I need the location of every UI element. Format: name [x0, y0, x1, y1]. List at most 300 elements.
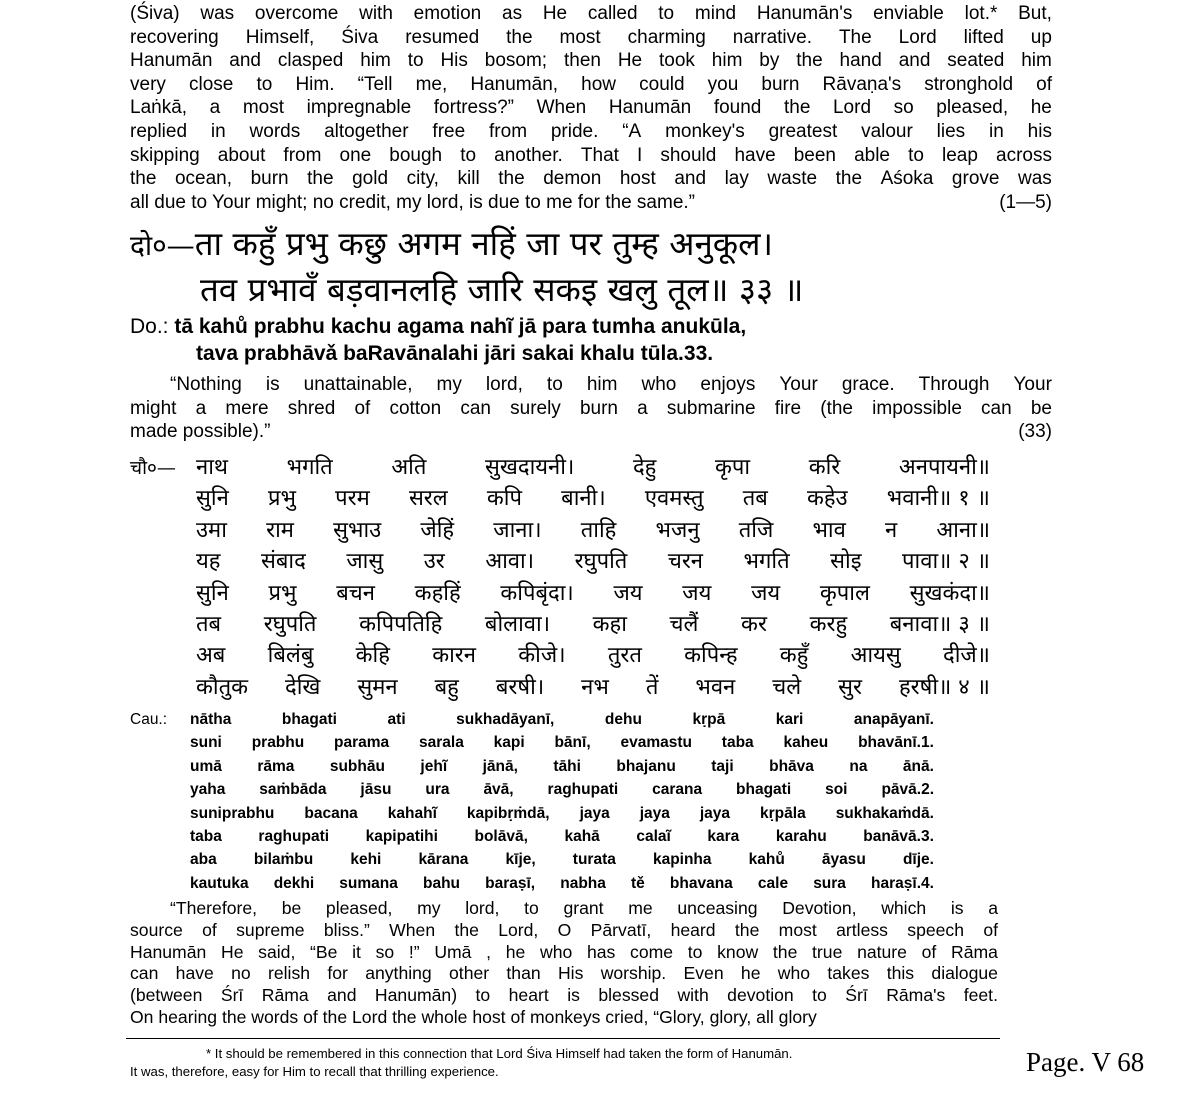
word: grove — [951, 168, 1000, 190]
word: (Śiva) — [130, 3, 180, 24]
verse-words — [190, 778, 934, 801]
verse-word: चले — [772, 674, 802, 700]
word: unattainable, — [303, 374, 413, 395]
word: the — [307, 168, 334, 190]
word: true — [812, 941, 843, 962]
word: His — [557, 963, 584, 984]
word: Hanumān — [608, 97, 692, 119]
word: the — [734, 919, 760, 940]
verse-line — [130, 609, 990, 640]
verse-word: आना॥ — [936, 517, 990, 543]
verse-word: soi — [825, 781, 848, 799]
verse-word: jānā, — [482, 757, 518, 775]
word: who — [777, 963, 811, 984]
text-line — [130, 985, 998, 1007]
verse-words — [196, 578, 990, 609]
word: mere — [225, 397, 269, 419]
verse-word: न — [885, 517, 898, 543]
text-line — [130, 2, 1052, 26]
verse-words — [196, 483, 990, 514]
verse-word: pāvā.2. — [881, 781, 934, 799]
word: about — [217, 144, 266, 166]
verse-word: जाना। — [493, 517, 542, 543]
word: him — [360, 50, 391, 72]
verse-word: जासु — [346, 549, 384, 575]
verse-words — [196, 609, 990, 640]
word: Laṅkā, — [130, 97, 188, 119]
word: have — [734, 144, 776, 166]
word: The — [838, 26, 872, 48]
verse-label-spacer — [130, 848, 190, 871]
word: close — [189, 73, 234, 95]
verse-word: raghupati — [547, 781, 619, 799]
word: devotion — [727, 985, 794, 1006]
verse-word: आयसु — [850, 643, 901, 669]
footnote — [130, 1045, 1000, 1080]
verse-word: anapāyanī. — [853, 711, 934, 728]
word: Hanumān's — [756, 3, 853, 24]
verse-word: सुखकंदा॥ — [909, 580, 990, 606]
verse-word: banāvā.3. — [863, 827, 934, 845]
verse-word: प्रभु — [267, 486, 296, 512]
word: by — [759, 50, 780, 72]
text-line — [130, 898, 998, 920]
word: replied — [130, 120, 188, 142]
translation-paragraph — [130, 898, 998, 1029]
word: then — [563, 50, 601, 72]
verse-word: sukhakaṁdā. — [835, 804, 934, 822]
word: bough — [389, 144, 443, 166]
verse-word: कपिन्ह — [684, 643, 738, 669]
text-line — [130, 167, 1052, 191]
word: Pārvatī, — [590, 919, 652, 940]
doha-dev-text-1: ता कहुँ प्रभु कछु अगम नहिं जा पर तुम्ह अनुकूल। — [194, 224, 774, 263]
word: is — [950, 898, 964, 918]
verse-word: evamastu — [620, 734, 692, 752]
word: Even — [683, 963, 724, 984]
word: takes — [827, 963, 870, 984]
verse-word: कृपाल — [819, 580, 870, 606]
verse-word: यह — [196, 549, 221, 575]
verse-word: बचन — [336, 580, 375, 606]
verse-word: भजनु — [655, 517, 700, 543]
verse-word: bhavānī.1. — [858, 734, 934, 752]
word: took — [659, 50, 695, 72]
word: most — [778, 919, 817, 940]
word: a — [195, 397, 207, 419]
word: another. — [494, 144, 563, 166]
verse-word: nabha — [560, 874, 606, 892]
word: called — [587, 3, 638, 24]
word: supreme — [236, 919, 305, 940]
word: him — [711, 50, 743, 72]
verse-word: तब — [196, 611, 222, 637]
word: He — [617, 50, 643, 72]
word: the — [498, 168, 525, 190]
word: seated — [947, 50, 1005, 72]
word: should — [660, 144, 717, 166]
verse-label-spacer — [130, 872, 190, 895]
text-line — [130, 420, 1052, 444]
word: to — [658, 3, 675, 24]
verse-word: bhagati — [736, 781, 792, 799]
word: in — [210, 120, 226, 142]
word: Hanumān, — [470, 73, 559, 95]
verse-word: करि — [808, 455, 841, 480]
verse-line — [130, 452, 990, 483]
line-text: made possible).” — [130, 421, 271, 443]
verse-word: कपिपतिहि — [359, 611, 443, 637]
text-line — [130, 26, 1052, 50]
verse-word: dekhi — [273, 874, 315, 892]
verse-word: बोलावा। — [484, 611, 551, 637]
word: He — [220, 941, 244, 962]
verse-word: उमा — [196, 517, 227, 543]
verse-line — [130, 515, 990, 546]
verse-line — [130, 778, 934, 801]
verse-word: rāma — [257, 757, 295, 775]
word: of — [921, 941, 937, 962]
footnote-line: It was, therefore, easy for Him to recall that thrilling experience. — [130, 1063, 499, 1079]
word: bliss.” — [323, 919, 370, 940]
word: Hanumān — [130, 50, 213, 72]
word: lifted — [963, 26, 1004, 48]
verse-word: sarala — [419, 734, 464, 752]
verse-words — [196, 515, 990, 546]
verse-word: संबाद — [260, 549, 306, 575]
word: to — [546, 374, 563, 395]
verse-word: bhajanu — [616, 757, 676, 775]
word: gold — [352, 168, 389, 190]
text-line — [130, 191, 1052, 215]
verse-word: जय — [682, 580, 712, 606]
word: most — [559, 26, 601, 48]
word: nature — [857, 941, 907, 962]
verse-word: कहहिं — [414, 580, 461, 606]
verse-word: aba — [190, 851, 217, 869]
verse-word: तें — [645, 674, 659, 700]
verse-word: jehĩ — [420, 757, 448, 775]
word: When — [389, 919, 436, 940]
verse-word: jaya — [639, 804, 670, 822]
verse-word: haraṣī.4. — [871, 874, 934, 892]
word: surely — [510, 397, 561, 419]
verse-word: tě — [631, 874, 645, 892]
word: demon — [543, 168, 602, 190]
word: me, — [415, 73, 448, 95]
word: can — [981, 397, 1012, 419]
word: of — [354, 397, 371, 419]
verse-word: भवानी॥ १ ॥ — [886, 486, 990, 512]
word: overcome — [254, 3, 339, 24]
verse-word: kautuka — [190, 874, 249, 892]
word: other — [449, 963, 490, 984]
word: words — [249, 120, 301, 142]
verse-word: तुरत — [607, 643, 642, 669]
word: a — [209, 97, 221, 119]
word: enjoys — [700, 374, 756, 395]
verse-reference: (1—5) — [999, 191, 1052, 213]
word: able — [854, 144, 890, 166]
verse-word: कहेउ — [806, 486, 848, 512]
line-text: all due to Your might; no credit, my lord, is due to me for the same.” — [130, 191, 695, 213]
verse-words — [190, 825, 934, 848]
verse-word: दीजे॥ — [943, 643, 990, 669]
verse-reference: (33) — [1018, 421, 1052, 443]
word: host — [619, 168, 656, 190]
word: from — [489, 120, 528, 142]
word: lies — [936, 120, 966, 142]
verse-word: चलैं — [669, 611, 699, 637]
verse-word: सुमन — [357, 674, 398, 700]
word: shred — [287, 397, 336, 419]
verse-word: nātha — [190, 711, 232, 728]
verse-line — [130, 731, 934, 754]
word: hand — [839, 50, 882, 72]
word: bosom; — [484, 50, 548, 72]
verse-word: kari — [775, 711, 804, 728]
word: dialogue — [931, 963, 998, 984]
word: heard — [670, 919, 716, 940]
verse-word: भाव — [812, 517, 846, 543]
word: have — [175, 963, 214, 984]
word: he — [740, 963, 761, 984]
word: emotion — [413, 3, 482, 24]
word: to — [687, 941, 703, 962]
verse-word: prabhu — [251, 734, 305, 752]
word: His — [440, 50, 468, 72]
word: across — [996, 144, 1052, 166]
word: with — [677, 985, 709, 1006]
word: Hanumān) — [374, 985, 458, 1006]
verse-word: सोइ — [830, 549, 862, 575]
word: you — [707, 73, 739, 95]
word: O — [557, 919, 572, 940]
word: relish — [268, 963, 311, 984]
word: Your — [779, 374, 818, 395]
verse-line — [130, 483, 990, 514]
word: the — [835, 168, 863, 190]
text-line — [130, 96, 1052, 120]
verse-word: sumana — [339, 874, 398, 892]
verse-word: अब — [196, 643, 226, 669]
verse-word: kaheu — [783, 734, 829, 752]
word: blessed — [598, 985, 659, 1006]
verse-line — [130, 848, 934, 871]
word: He — [542, 3, 568, 24]
verse-word: बिलंबु — [267, 643, 314, 669]
word: to — [475, 985, 491, 1006]
word: of — [1036, 73, 1052, 95]
word: can — [460, 397, 491, 419]
word: which — [881, 898, 927, 918]
line-text: On hearing the words of the Lord the whole host of monkeys cried, “Glory, glory, all glory — [130, 1006, 817, 1027]
verse-word: jaya — [699, 804, 731, 822]
verse-word: suniprabhu — [190, 804, 275, 822]
word: Śrī — [845, 985, 868, 1006]
word: But, — [1018, 3, 1052, 24]
verse-word: kārana — [418, 851, 469, 869]
verse-words — [190, 731, 934, 754]
intro-paragraph — [130, 2, 1052, 214]
word: artless — [836, 919, 888, 940]
verse-word: सुखदायनी। — [485, 455, 575, 480]
word: waste — [767, 168, 818, 190]
verse-word: parama — [334, 734, 390, 752]
verse-word: bhagati — [281, 711, 337, 728]
word: Him. — [295, 73, 335, 95]
word: in — [989, 120, 1004, 142]
word: lord, — [485, 374, 523, 395]
word: pleased, — [325, 898, 393, 918]
word: clasped — [277, 50, 344, 72]
verse-word: kehi — [350, 851, 382, 869]
word: altogether — [324, 120, 409, 142]
word: heart — [508, 985, 549, 1006]
word: can — [130, 963, 159, 984]
word: to — [460, 144, 477, 166]
word: enviable — [873, 3, 944, 24]
verse-word: taba — [721, 734, 754, 752]
word: Lord — [832, 97, 872, 119]
verse-word: taba — [190, 827, 222, 845]
verse-word: जय — [613, 580, 643, 606]
text-line — [130, 49, 1052, 73]
word: grant — [563, 898, 604, 918]
verse-word: ura — [425, 781, 450, 799]
verse-label-spacer — [130, 778, 190, 801]
word: greatest — [768, 120, 838, 142]
verse-word: bolāvā, — [474, 827, 528, 845]
verse-word: रघुपति — [574, 549, 628, 575]
word: impossible — [872, 397, 962, 419]
word: from — [283, 144, 322, 166]
verse-label-spacer — [130, 825, 190, 848]
word: a — [988, 898, 998, 918]
verse-word: ati — [387, 711, 406, 728]
word: said, — [258, 941, 296, 962]
verse-word: āvā, — [483, 781, 514, 799]
verse-word: बरषी। — [495, 674, 545, 700]
word: pleased, — [936, 97, 1009, 119]
verse-words — [196, 672, 990, 703]
verse-word: taji — [711, 757, 734, 775]
word: That — [580, 144, 619, 166]
word: his — [1027, 120, 1052, 142]
verse-word: परम — [335, 486, 370, 512]
verse-word: bhavana — [669, 874, 733, 892]
text-line — [130, 920, 998, 942]
word: the — [506, 26, 533, 48]
word: to — [524, 898, 539, 918]
word: (between — [130, 985, 203, 1006]
verse-word: calaĩ — [636, 827, 671, 845]
word: free — [432, 120, 466, 142]
word: be — [281, 898, 302, 918]
word: lay — [724, 168, 749, 190]
doha-tr-text-1: tā kahů prabhu kachu agama nahĩ jā para tumha anukūla, — [174, 315, 747, 338]
word: Your — [1013, 374, 1052, 395]
doha-label-tr: Do.: — [130, 315, 169, 338]
verse-word: raghupati — [258, 827, 330, 845]
text-line — [130, 144, 1052, 168]
word: a — [637, 397, 648, 419]
word: he — [1030, 97, 1052, 119]
word: of — [983, 919, 998, 940]
footnote-divider — [126, 1038, 1000, 1039]
word: city, — [406, 168, 439, 190]
word: worship. — [600, 963, 667, 984]
word: has — [586, 941, 616, 962]
word: recovering — [130, 26, 219, 48]
word: the — [772, 941, 798, 962]
verse-word: बनावा॥ ३ ॥ — [889, 611, 990, 637]
verse-word: jāsu — [360, 781, 392, 799]
word: the — [783, 97, 811, 119]
word: lot.* — [964, 3, 998, 24]
word: was — [200, 3, 235, 24]
verse-label-spacer — [130, 755, 190, 778]
verse-word: कौतुक — [196, 674, 249, 700]
verse-word: kahahĩ — [387, 804, 437, 822]
word: burn — [579, 397, 618, 419]
word: him — [1021, 50, 1052, 72]
verse-word: carana — [652, 781, 703, 799]
doha-transliteration — [130, 313, 746, 367]
doha-dev-line-2: तव प्रभावँ बड़वानलहि जारि सकइ खलु तूल॥ ३३ ॥ — [200, 270, 804, 309]
word: up — [1030, 26, 1052, 48]
word: and — [327, 985, 357, 1006]
word: to — [908, 144, 924, 166]
verse-words — [196, 452, 990, 483]
verse-word: सुभाउ — [333, 517, 382, 543]
doha-label-dev: दो०— — [130, 229, 195, 262]
verse-label: Cau.: — [130, 711, 168, 728]
verse-word: अति — [391, 455, 427, 480]
verse-word: sura — [813, 874, 846, 892]
word: was — [1018, 168, 1052, 190]
verse-word: kahů — [748, 851, 785, 869]
verse-word: dehu — [604, 711, 642, 728]
verse-word: अनपायनी॥ — [898, 455, 990, 480]
verse-word: bahu — [423, 874, 461, 892]
verse-word: āyasu — [821, 851, 866, 869]
word: come — [630, 941, 674, 962]
verse-word: umā — [190, 757, 222, 775]
word: and — [898, 50, 931, 72]
verse-word: भवन — [695, 674, 736, 700]
verse-word: एवमस्तु — [644, 486, 704, 512]
verse-word: kapinha — [652, 851, 712, 869]
word: to — [256, 73, 273, 95]
word: no — [231, 963, 251, 984]
verse-word: cale — [757, 874, 789, 892]
word: the — [130, 168, 157, 190]
word: Śiva — [341, 26, 379, 48]
text-line — [130, 1007, 998, 1029]
word: to — [407, 50, 424, 72]
word: and — [674, 168, 707, 190]
verse-word: तब — [742, 486, 768, 512]
verse-word: कहुँ — [779, 643, 809, 669]
word: is — [567, 985, 580, 1006]
word: (the — [820, 397, 853, 419]
verse-label-spacer — [130, 802, 190, 825]
verse-word: आवा। — [485, 549, 535, 575]
word: charming — [627, 26, 706, 48]
word: cotton — [389, 397, 442, 419]
verse-line — [130, 825, 934, 848]
